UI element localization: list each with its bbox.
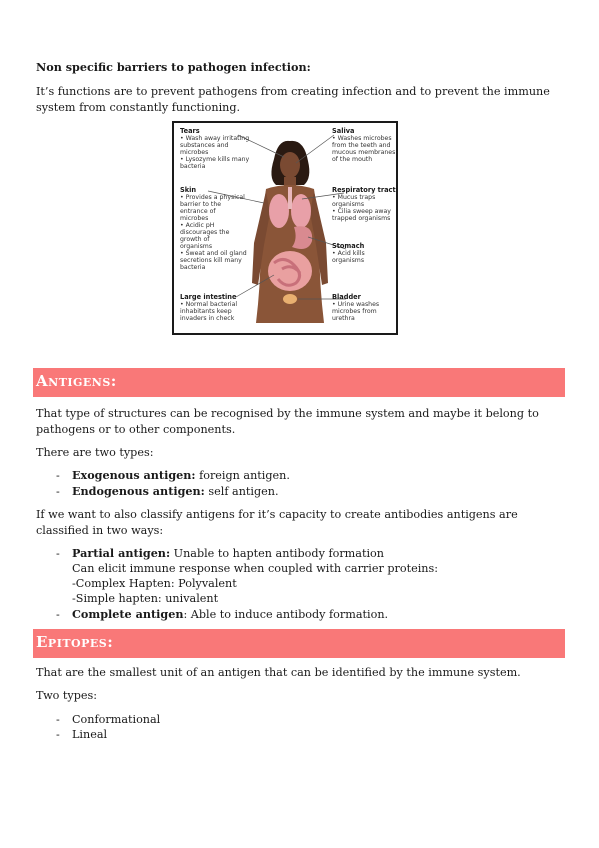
section-intro: It’s functions are to prevent pathogens from creating infection and to prevent the immune system from constantly functioning. (36, 85, 550, 114)
label-tears: Tears • Wash away irritating substances and microbes • Lysozyme kills many bacteria (180, 127, 250, 170)
epitopes-types-intro: Two types: (36, 689, 98, 702)
label-respiratory-tract: Respiratory tract • Mucus traps organisms • Cilia sweep away trapped organisms (332, 186, 396, 222)
complex-hapten: -Complex Hapten: Polyvalent (72, 577, 237, 590)
immune-barriers-figure (172, 121, 398, 335)
epitopes-title: Epitopes: (36, 633, 114, 651)
bullet-dash: - (56, 728, 60, 741)
antigens-intro: That type of structures can be recognised by the immune system and maybe it belong to pathogens or to other components. (36, 407, 539, 436)
antigens-classify-intro: If we want to also classify antigens for it’s capacity to create antibodies antigens are classified in two ways: (36, 508, 518, 537)
label-large-intestine: Large intestine • Normal bacterial inhabitants keep invaders in check (180, 293, 238, 322)
epitope-type-conformational: Conformational (72, 713, 161, 726)
simple-hapten: -Simple hapten: univalent (72, 592, 219, 605)
partial-antigen: Partial antigen: Unable to hapten antibody formation (72, 546, 384, 560)
label-saliva: Saliva • Washes microbes from the teeth and mucous membranes of the mouth (332, 127, 396, 163)
epitope-type-lineal: Lineal (72, 728, 108, 741)
partial-antigen-detail: Can elicit immune response when coupled with carrier proteins: (72, 562, 439, 575)
bullet-dash: - (56, 469, 60, 482)
epitopes-intro: That are the smallest unit of an antigen that can be identified by the immune system. (36, 666, 521, 679)
bullet-dash: - (56, 608, 60, 621)
label-skin: Skin • Provides a physical barrier to the entrance of microbes • Acidic pH discourages the growth of organisms • Sweat and oil gland secretions kill many bacteria (180, 186, 247, 271)
antigen-type-endogenous: Endogenous antigen: self antigen. (72, 484, 279, 498)
antigen-type-exogenous: Exogenous antigen: foreign antigen. (72, 468, 290, 482)
label-bladder: Bladder • Urine washes microbes from urethra (332, 293, 380, 322)
epitopes-banner (33, 629, 565, 658)
antigens-title: Antigens: (36, 372, 117, 390)
antigens-types-intro: There are two types: (36, 446, 154, 459)
bullet-dash: - (56, 485, 60, 498)
antigens-banner (33, 368, 565, 397)
bullet-dash: - (56, 713, 60, 726)
section-heading: Non specific barriers to pathogen infection: (36, 60, 311, 74)
complete-antigen: Complete antigen: Able to induce antibody formation. (72, 607, 389, 621)
label-stomach: Stomach • Acid kills organisms (332, 242, 365, 264)
bullet-dash: - (56, 547, 60, 560)
